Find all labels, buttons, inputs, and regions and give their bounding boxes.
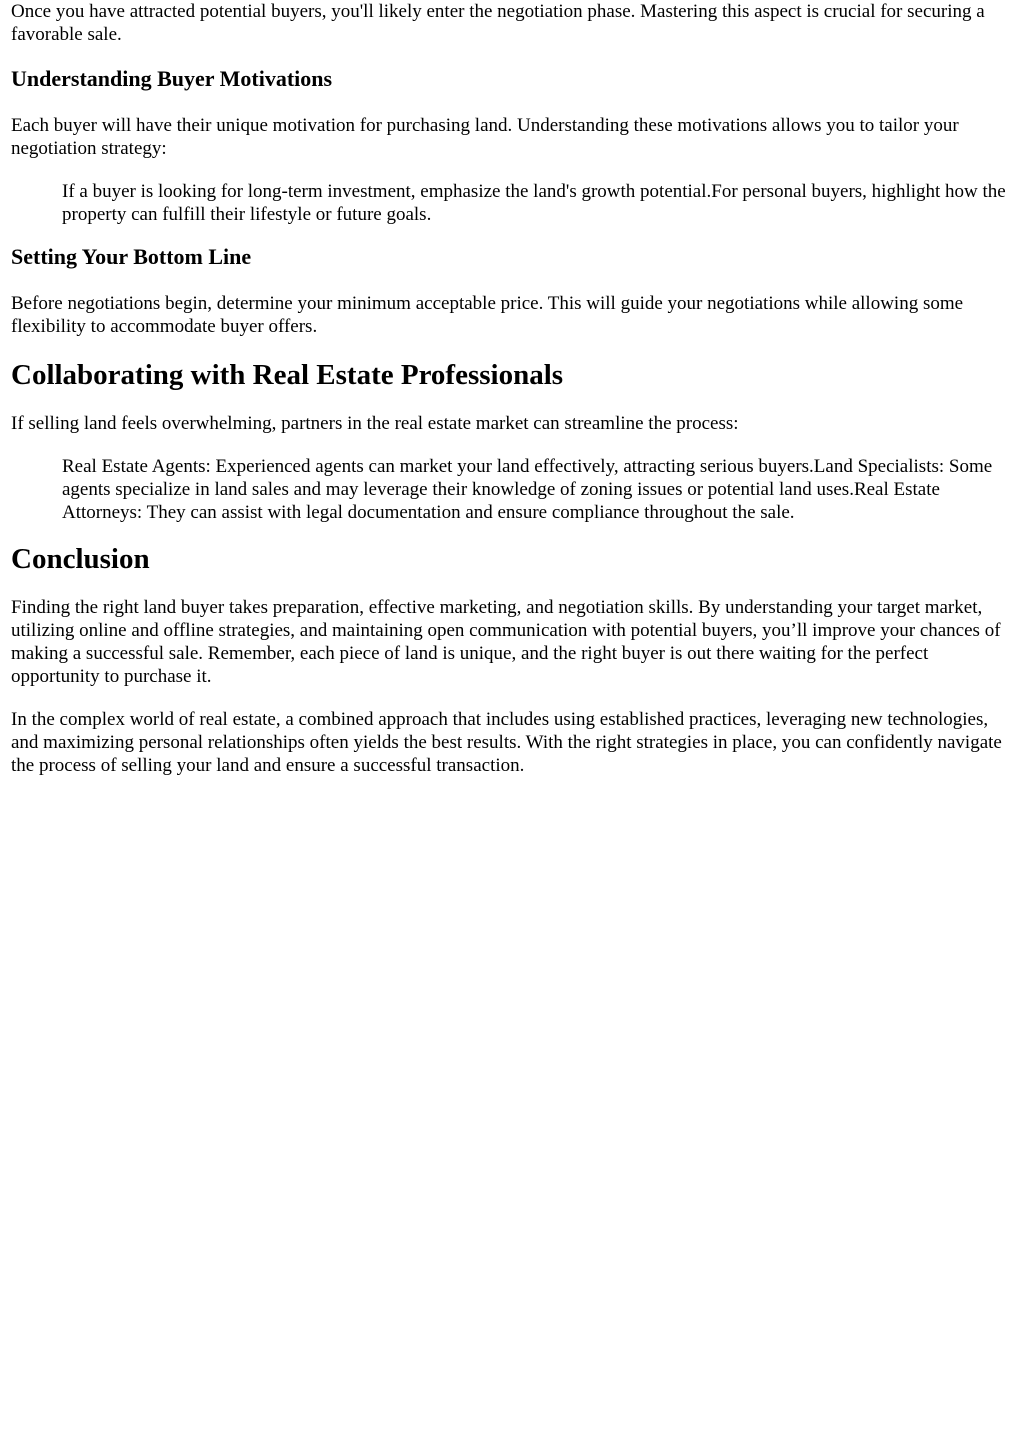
heading-buyer-motivations: Understanding Buyer Motivations <box>11 66 333 91</box>
motivations-paragraph: Each buyer will have their unique motivation for purchasing land. Understanding these motivations allows you to tailor your negotiation strategy: <box>11 115 959 159</box>
conclusion-paragraph-2: In the complex world of real estate, a combined approach that includes using established practices, leveraging new technologies, and maximizing personal relationships often yields the best results. With the right strategies in place, you can confidently navigate the process of selling your land and ensure a successful transaction. <box>11 709 1002 776</box>
heading-conclusion: Conclusion <box>11 543 150 575</box>
collaborating-paragraph: If selling land feels overwhelming, partners in the real estate market can streamline the process: <box>11 413 739 434</box>
motivations-quote: If a buyer is looking for long-term investment, emphasize the land's growth potential.For personal buyers, highlight how the property can fulfill their lifestyle or future goals. <box>62 181 1006 225</box>
intro-paragraph: Once you have attracted potential buyers, you'll likely enter the negotiation phase. Mastering this aspect is crucial for securing a favorable sale. <box>11 1 985 45</box>
bottom-line-paragraph: Before negotiations begin, determine your minimum acceptable price. This will guide your negotiations while allowing some flexibility to accommodate buyer offers. <box>11 293 964 337</box>
heading-bottom-line: Setting Your Bottom Line <box>11 244 252 269</box>
conclusion-paragraph-1: Finding the right land buyer takes preparation, effective marketing, and negotiation skills. By understanding your target market, utilizing online and offline strategies, and maintaining open communication with potential buyers, you’ll improve your chances of making a successful sale. Remember, each piece of land is unique, and the right buyer is out there waiting for the perfect opportunity to purchase it. <box>11 597 1001 687</box>
collaborating-quote: Real Estate Agents: Experienced agents can market your land effectively, attracting serious buyers.Land Specialists: Some agents specialize in land sales and may leverage their knowledge of zoning issues or potential land uses.Real Estate Attorneys: They can assist with legal documentation and ensure compliance throughout the sale. <box>62 456 993 523</box>
heading-collaborating: Collaborating with Real Estate Professionals <box>11 359 564 391</box>
